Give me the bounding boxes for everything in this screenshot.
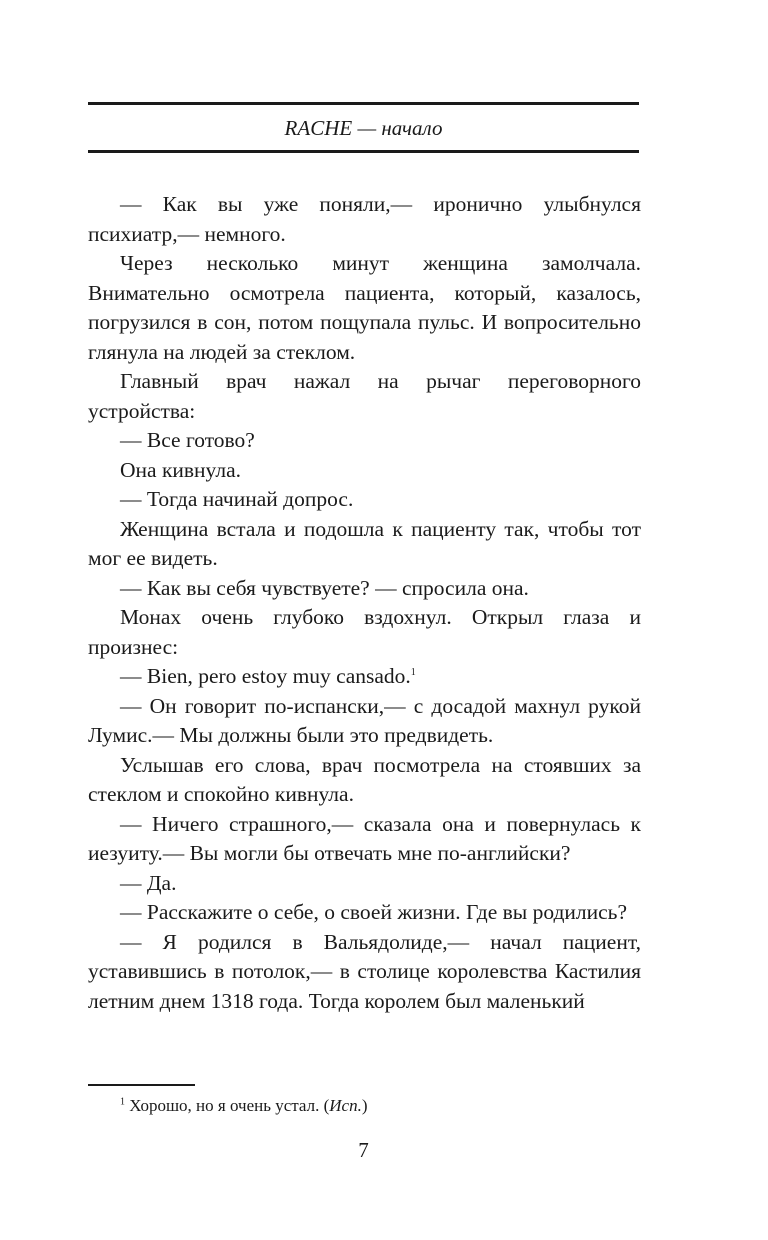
footnote-rule	[88, 1084, 195, 1086]
footnote-text: Хорошо, но я очень устал. (	[129, 1096, 330, 1115]
body-text	[88, 190, 641, 1016]
footnote-marker: 1	[120, 1096, 125, 1108]
running-head: RACHE — начало	[284, 116, 443, 140]
footnote-close: )	[361, 1096, 368, 1115]
footnote-reference[interactable]: 1	[410, 666, 416, 678]
paragraph: — Расскажите о себе, о своей жизни. Где вы родились?	[120, 900, 628, 924]
paragraph: Она кивнула.	[120, 457, 242, 482]
header-rule-bottom	[88, 150, 639, 153]
paragraph-text: — Bien, pero estoy muy cansado.	[120, 664, 411, 688]
footnote	[120, 1094, 368, 1118]
paragraph: — Ничего страшного,— сказала она и повернулась к иезуиту.— Вы могли бы отвечать мне по-английски?	[88, 811, 641, 865]
paragraph: — Как вы себя чувствуете? — спросила она.	[120, 575, 529, 600]
paragraph: Главный врач нажал на рычаг переговорного устройства:	[88, 369, 641, 423]
paragraph: Женщина встала и подошла к пациенту так, чтобы тот мог ее видеть.	[88, 516, 641, 570]
paragraph: Услышав его слова, врач посмотрела на стоявших за стеклом и спокойно кивнула.	[88, 752, 641, 806]
paragraph: Монах очень глубоко вздохнул. Открыл глаза и произнес:	[88, 605, 641, 659]
paragraph: Через несколько минут женщина замолчала. Внимательно осмотрела пациента, который, казалось, погрузился в сон, потом пощупала пульс. И вопросительно глянула на людей за стеклом.	[88, 251, 641, 364]
paragraph: — Да.	[120, 870, 177, 895]
paragraph-with-footnote	[88, 662, 641, 692]
page-number: 7	[358, 1138, 369, 1162]
paragraph: — Я родился в Вальядолиде,— начал пациент, уставившись в потолок,— в столице королевства Кастилия летним днем 1318 года. Тогда королем был маленький	[88, 929, 641, 1013]
header-rule-top	[88, 102, 639, 105]
paragraph: — Тогда начинай допрос.	[120, 487, 354, 511]
paragraph: — Как вы уже поняли,— иронично улыбнулся психиатр,— немного.	[88, 192, 641, 246]
paragraph: — Все готово?	[120, 428, 255, 452]
paragraph: — Он говорит по-испански,— с досадой махнул рукой Лумис.— Мы должны были это предвидеть.	[88, 693, 641, 747]
footnote-abbrev: Исп.	[329, 1096, 362, 1115]
